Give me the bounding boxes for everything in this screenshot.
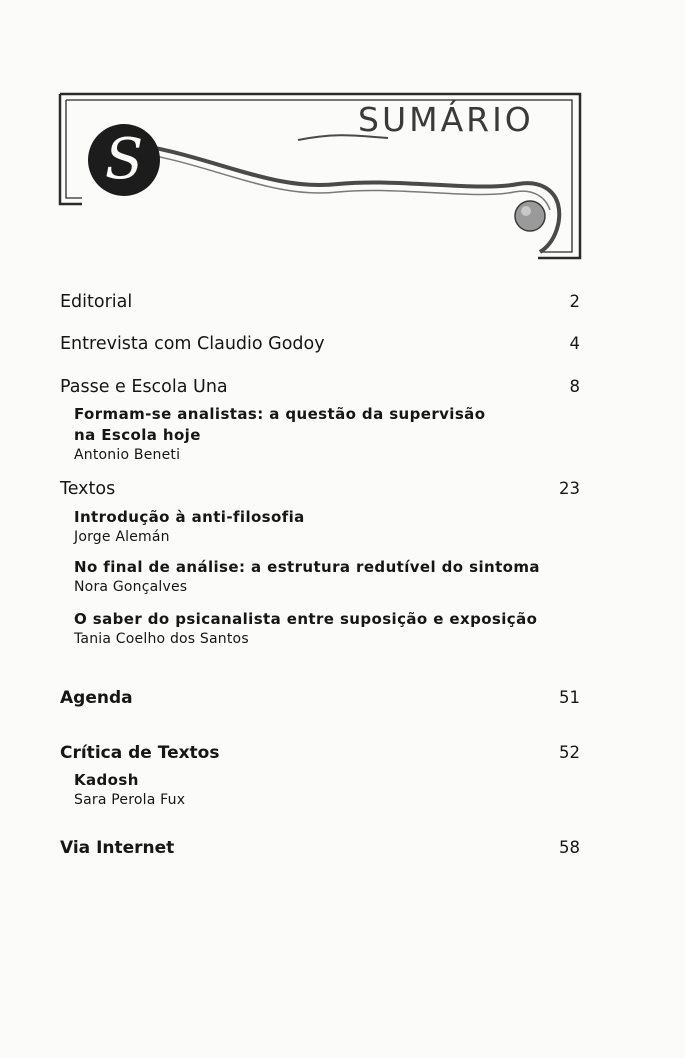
toc-entry-page: 2 bbox=[569, 292, 580, 311]
toc-entry-title: Crítica de Textos bbox=[60, 743, 220, 763]
toc-entry-title: Editorial bbox=[60, 292, 133, 312]
toc-entry-title: Textos bbox=[60, 479, 116, 499]
toc-entry-page: 51 bbox=[559, 688, 580, 707]
article-title: No final de análise: a estrutura redutível do sintoma bbox=[74, 558, 540, 576]
toc-entry-critica bbox=[60, 743, 580, 763]
toc-article bbox=[74, 770, 554, 810]
toc-entry-via-internet bbox=[60, 838, 580, 858]
toc-article bbox=[74, 557, 554, 597]
logo-letter: S bbox=[104, 127, 144, 192]
article-title-line2: na Escola hoje bbox=[74, 426, 201, 444]
toc-entry-editorial bbox=[60, 292, 580, 312]
article-title: Introdução à anti-filosofia bbox=[74, 508, 305, 526]
toc-article bbox=[74, 609, 554, 649]
article-title: O saber do psicanalista entre suposição e exposição bbox=[74, 610, 538, 628]
article-author: Jorge Alemán bbox=[74, 529, 170, 545]
toc-entry-title: Via Internet bbox=[60, 838, 175, 858]
toc-entry-title: Agenda bbox=[60, 688, 133, 708]
sumario-header bbox=[58, 92, 582, 264]
toc-entry-agenda bbox=[60, 688, 580, 708]
article-author: Tania Coelho dos Santos bbox=[74, 631, 249, 647]
toc-entry-entrevista bbox=[60, 334, 580, 354]
toc-entry-passe bbox=[60, 377, 580, 397]
toc-entry-title: Entrevista com Claudio Godoy bbox=[60, 334, 325, 354]
article-author: Antonio Beneti bbox=[74, 447, 181, 463]
article-title: Kadosh bbox=[74, 771, 139, 789]
toc-entry-page: 4 bbox=[569, 334, 580, 353]
toc-entry-textos bbox=[60, 479, 580, 499]
toc-entry-page: 58 bbox=[559, 838, 580, 857]
page-title: SUMÁRIO bbox=[358, 100, 534, 139]
toc-entry-page: 23 bbox=[559, 479, 580, 498]
article-author: Nora Gonçalves bbox=[74, 579, 188, 595]
toc-entry-page: 8 bbox=[569, 377, 580, 396]
toc-article bbox=[74, 404, 554, 465]
toc-article bbox=[74, 507, 554, 547]
toc-entry-title: Passe e Escola Una bbox=[60, 377, 228, 397]
article-author: Sara Perola Fux bbox=[74, 792, 186, 808]
article-title-line1: Formam-se analistas: a questão da supervisão bbox=[74, 405, 486, 423]
toc-entry-page: 52 bbox=[559, 743, 580, 762]
logo-s-icon bbox=[84, 120, 164, 200]
